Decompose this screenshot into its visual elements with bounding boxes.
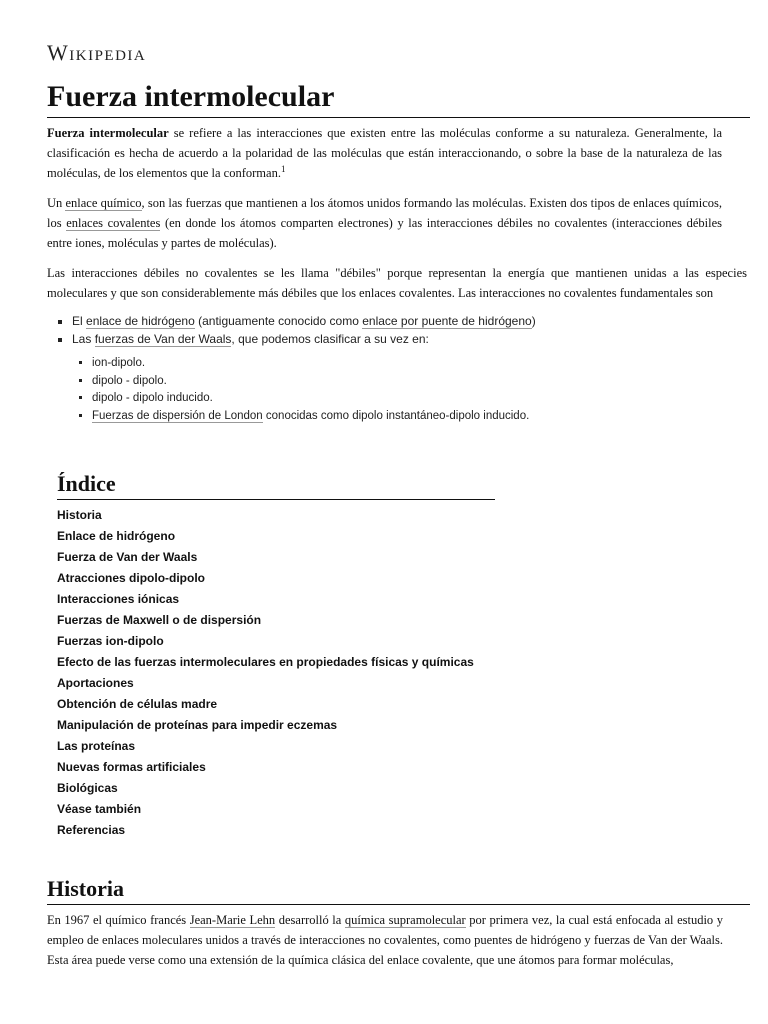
item2-text-a: Las	[72, 332, 95, 346]
link-enlaces-covalentes[interactable]: enlaces covalentes	[66, 216, 161, 230]
link-jean-marie-lehn[interactable]: Jean-Marie Lehn	[189, 913, 276, 927]
toc-item[interactable]: Obtención de células madre	[57, 697, 218, 711]
item1-text-c: )	[531, 314, 536, 328]
historia-text-b: desarrolló la	[275, 913, 345, 927]
wikipedia-wordmark[interactable]: Wikipedia	[47, 40, 147, 65]
sublist-item: ▪ dipolo - dipolo inducido.	[92, 390, 529, 408]
list-item-van-der-waals	[72, 330, 536, 348]
weak-interactions-paragraph: Las interacciones débiles no covalentes se les llama "débiles" porque representan la energía que mantienen unidas a las especies moleculares y que son considerablemente más débiles que los enlaces covalentes. Las interacciones no covalentes fundamentales son	[47, 266, 747, 300]
section-title-historia: Historia	[47, 875, 750, 905]
toc-item[interactable]: Fuerza de Van der Waals	[57, 550, 198, 564]
toc-item[interactable]: Las proteínas	[57, 739, 136, 753]
intro-paragraph	[47, 123, 722, 183]
interactions-list	[55, 312, 536, 348]
toc-item[interactable]: Interacciones iónicas	[57, 592, 180, 606]
historia-text-c: por primera vez, la cual está enfocada al estudio y empleo de enlaces moleculares unidos a través de interacciones no covalentes, como puentes de hidrógeno y fuerzas de Van der Waals. Esta área puede verse como una extensión de la química clásica del enlace covalente, que une átomos para formar moléculas,	[47, 913, 723, 967]
p2-text-a: Un	[47, 196, 66, 210]
page-title: Fuerza intermolecular	[47, 78, 750, 118]
historia-paragraph	[47, 910, 723, 970]
toc-item[interactable]: Referencias	[57, 823, 126, 837]
toc-item[interactable]: Véase también	[57, 802, 142, 816]
link-enlace-quimico[interactable]: enlace químico	[65, 196, 142, 210]
historia-text-a: En 1967 el químico francés	[47, 913, 190, 927]
toc-item[interactable]: Historia	[57, 508, 102, 522]
p2-text-b: , son las fuerzas que mantienen a los átomos unidos formando las moléculas. Existen dos tipos de enlaces químicos, los	[47, 196, 723, 230]
list-item-hydrogen-bond	[72, 312, 536, 330]
toc-item[interactable]: Atracciones dipolo-dipolo	[57, 571, 206, 585]
item1-text-b: (antiguamente conocido como	[194, 314, 363, 328]
toc-item[interactable]: Aportaciones	[57, 676, 134, 690]
reference-1[interactable]: 1	[280, 163, 286, 174]
table-of-contents	[57, 505, 474, 841]
item1-text-a: El	[72, 314, 87, 328]
link-fuerzas-van-der-waals[interactable]: fuerzas de Van der Waals	[94, 332, 232, 346]
sublist-item-text: conocidas como dipolo instantáneo-dipolo inducido.	[262, 409, 530, 422]
sublist-item	[92, 408, 529, 426]
link-fuerzas-de-london[interactable]: Fuerzas de dispersión de London	[92, 409, 263, 422]
item2-text-b: , que podemos clasificar a su vez en:	[231, 332, 429, 346]
sublist-item: ▪ ion-dipolo.	[92, 355, 529, 373]
toc-item[interactable]: Fuerzas ion-dipolo	[57, 634, 164, 648]
link-enlace-por-puente[interactable]: enlace por puente de hidrógeno	[362, 314, 532, 328]
intro-term: Fuerza intermolecular	[47, 126, 169, 140]
sublist-item: ▪ dipolo - dipolo.	[92, 373, 529, 391]
p2-text-c: (en donde los átomos comparten electrones) y las interacciones débiles no covalentes (interacciones débiles entre iones, moléculas y partes de moléculas).	[47, 216, 722, 250]
toc-item[interactable]: Manipulación de proteínas para impedir eczemas	[57, 718, 338, 732]
toc-title: Índice	[57, 470, 495, 500]
chemical-bond-paragraph	[47, 193, 722, 253]
toc-item[interactable]: Enlace de hidrógeno	[57, 529, 176, 543]
toc-item[interactable]: Fuerzas de Maxwell o de dispersión	[57, 613, 262, 627]
link-quimica-supramolecular[interactable]: química supramolecular	[344, 913, 466, 927]
toc-item[interactable]: Nuevas formas artificiales	[57, 760, 206, 774]
van-der-waals-sublist	[75, 355, 529, 425]
toc-item[interactable]: Biológicas	[57, 781, 118, 795]
link-enlace-de-hidrogeno[interactable]: enlace de hidrógeno	[86, 314, 195, 328]
toc-item[interactable]: Efecto de las fuerzas intermoleculares en propiedades físicas y químicas	[57, 655, 474, 669]
intro-text: se refiere a las interacciones que existen entre las moléculas conforme a su naturaleza. Generalmente, la clasificación es hecha de acuerdo a la polaridad de las moléculas que están interaccionando, o sobre la base de la naturaleza de las moléculas, de los elementos que la conforman.	[47, 126, 722, 180]
